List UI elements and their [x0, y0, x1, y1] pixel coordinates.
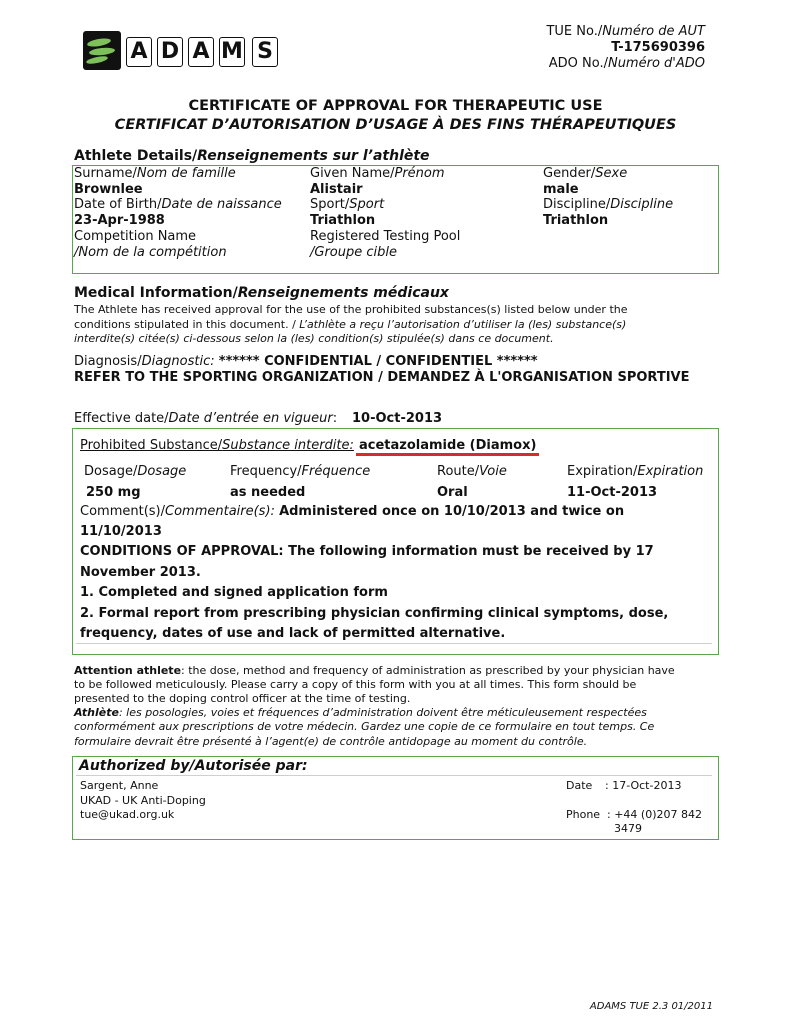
attention-line-fr: Athlète: les posologies, voies et fréquences d’administration doivent être méticuleusement respectées [74, 706, 647, 719]
authorizer-name: Sargent, Anne [80, 779, 159, 792]
attention-line: to be followed meticulously. Please carry a copy of this form with you at all times. This form should be [74, 678, 637, 691]
frequency-value: as needed [230, 485, 306, 500]
dob-value: 23-Apr-1988 [74, 213, 165, 228]
sport-value: Triathlon [310, 213, 376, 228]
certificate-title-en: CERTIFICATE OF APPROVAL FOR THERAPEUTIC USE [188, 98, 603, 114]
logo-letter: A [126, 37, 152, 67]
gender-label: Gender/Sexe [543, 166, 628, 181]
conditions-line: November 2013. [80, 565, 201, 580]
authorizer-organization: UKAD - UK Anti-Doping [80, 794, 206, 807]
logo-leaf-icon [83, 31, 121, 70]
attention-line-fr: conformément aux prescriptions de votre médecin. Gardez une copie de ce formulaire en tout temps. Ce [74, 720, 655, 733]
attention-line-fr: formulaire devrait être présenté à l’agent(e) de contrôle antidopage au moment du contrôle. [74, 735, 588, 748]
expiration-value: 11-Oct-2013 [567, 485, 658, 500]
conditions-line: CONDITIONS OF APPROVAL: The following information must be received by 17 [80, 544, 654, 559]
competition-label-fr: /Nom de la compétition [74, 245, 227, 260]
dosage-label: Dosage/Dosage [84, 464, 187, 479]
medical-paragraph-line: conditions stipulated in this document. / L’athlète a reçu l’autorisation d’utiliser la (les) substance(s) [74, 318, 627, 331]
phone-label: Phone [566, 808, 601, 821]
logo-letter: M [219, 37, 245, 67]
competition-label: Competition Name [74, 229, 197, 244]
comment-line: 11/10/2013 [80, 524, 162, 539]
gender-value: male [543, 182, 579, 197]
comment-line: Comment(s)/Commentaire(s): Administered once on 10/10/2013 and twice on [80, 504, 625, 519]
athlete-details-heading: Athlete Details/Renseignements sur l’athlète [74, 148, 430, 164]
conditions-line: 2. Formal report from prescribing physician confirming clinical symptoms, dose, [80, 606, 669, 621]
effective-date-value: 10-Oct-2013 [352, 411, 443, 426]
logo-letter: A [188, 37, 214, 67]
dosage-value: 250 mg [86, 485, 141, 500]
substance-value: acetazolamide (Diamox) [359, 438, 537, 453]
testing-pool-label-fr: /Groupe cible [310, 245, 397, 260]
authorized-heading: Authorized by/Autorisée par: [79, 758, 308, 774]
medical-info-heading: Medical Information/Renseignements médicaux [74, 285, 449, 301]
discipline-value: Triathlon [543, 213, 609, 228]
phone-value-continued: 3479 [614, 822, 642, 835]
tue-number-value: T-175690396 [611, 40, 705, 55]
date-value: : 17-Oct-2013 [605, 779, 682, 792]
ado-number-label: ADO No./Numéro d'ADO [548, 56, 705, 71]
surname-label: Surname/Nom de famille [74, 166, 236, 181]
discipline-label: Discipline/Discipline [543, 197, 674, 212]
dob-label: Date of Birth/Date de naissance [74, 197, 282, 212]
sport-label: Sport/Sport [310, 197, 385, 212]
phone-value: : +44 (0)207 842 [607, 808, 702, 821]
divider [76, 643, 712, 644]
substance-label: Prohibited Substance/Substance interdite: [80, 438, 354, 453]
given-name-label: Given Name/Prénom [310, 166, 445, 181]
substance-underline [356, 453, 539, 456]
certificate-title-fr: CERTIFICAT D’AUTORISATION D’USAGE À DES FINS THÉRAPEUTIQUES [114, 117, 677, 133]
given-name-value: Alistair [310, 182, 363, 197]
attention-line: Attention athlete: the dose, method and frequency of administration as prescribed by your physician have [74, 664, 675, 677]
surname-value: Brownlee [74, 182, 143, 197]
logo-letter: D [157, 37, 183, 67]
tue-number-label: TUE No./Numéro de AUT [546, 24, 705, 39]
conditions-line: frequency, dates of use and lack of permitted alternative. [80, 626, 506, 641]
authorizer-email: tue@ukad.org.uk [80, 808, 175, 821]
effective-date-label: Effective date/Date d’entrée en vigueur: [74, 411, 338, 426]
testing-pool-label: Registered Testing Pool [310, 229, 461, 244]
diagnosis-line: Diagnosis/Diagnostic: ****** CONFIDENTIAL / CONFIDENTIEL ****** [74, 354, 538, 369]
expiration-label: Expiration/Expiration [567, 464, 704, 479]
medical-paragraph-line: The Athlete has received approval for the use of the prohibited substances(s) listed below under the [74, 303, 628, 316]
refer-notice: REFER TO THE SPORTING ORGANIZATION / DEMANDEZ À L'ORGANISATION SPORTIVE [74, 370, 690, 385]
frequency-label: Frequency/Fréquence [230, 464, 371, 479]
conditions-line: 1. Completed and signed application form [80, 585, 388, 600]
route-value: Oral [437, 485, 468, 500]
medical-paragraph-line: interdite(s) citée(s) ci-dessous selon la (les) condition(s) stipulée(s) dans ce document. [74, 332, 554, 345]
date-label: Date [566, 779, 593, 792]
route-label: Route/Voie [437, 464, 507, 479]
attention-line: presented to the doping control officer at the time of testing. [74, 692, 411, 705]
logo-letter: S [252, 37, 278, 67]
form-version: ADAMS TUE 2.3 01/2011 [589, 1001, 713, 1012]
divider [76, 775, 712, 776]
